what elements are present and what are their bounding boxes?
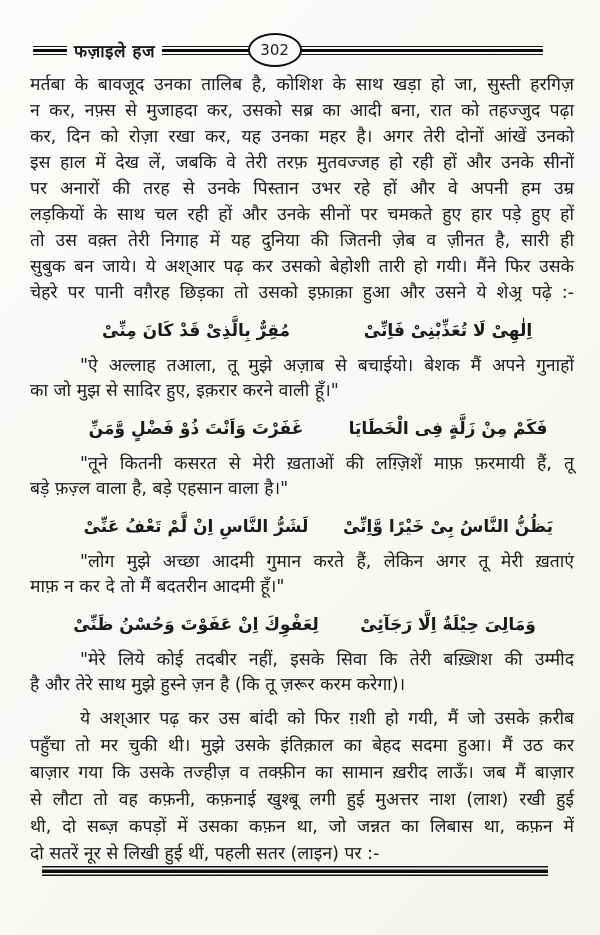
arabic-hemistich-first: يَظُنُّ النَّاسُ بِىْ خَيْرًا وَّاِنِّىْ (342, 517, 554, 537)
text-line: से लौटा तो वह कफ़नी, कफ़नाई खुश्बू लगी हुई मुअत्तर नाश (लाश) रखी हुई (30, 790, 574, 810)
page-number-badge (248, 33, 302, 67)
header-rule-mid (162, 46, 249, 55)
text-line: लड़कियों के साथ चल रही हों और उनके सीनों पर चमकते हुए हार पड़े हुए हों (30, 205, 574, 225)
text-line: चेहरे पर पानी वग़ैरह छिड़का तो उसको इफ़ाक़ा हुआ और उसने ये शेअ्र पढ़े :- (30, 283, 574, 303)
text-line: "मेरे लिये कोई तदबीर नहीं, इसके सिवा कि तेरी बख़्शिश की उम्मीद (80, 650, 574, 670)
text-line: सुबुक बन जाये। ये अश्आर पढ़ कर उसको बेहोशी तारी हो गयी। मैंने फिर उसके (30, 257, 574, 277)
paragraph-continued (30, 72, 574, 306)
text-line: इस हाल में देख लें, जबकि वे तेरी तरफ़ मुतवज्जह हो रही हों और उनके सीनों (30, 153, 574, 173)
footer-rule (42, 866, 548, 876)
arabic-hemistich-second: لَشَرُّ النَّاسِ اِنْ لَّمْ تَعْفُ عَنِّىْ (83, 517, 309, 537)
text-line: बड़े फ़ज़्ल वाला है, बड़े एहसान वाला है।" (30, 479, 289, 499)
text-line: "तूने कितनी कसरत से मेरी ख़ताओं की लग़्ज़िशें माफ़ फ़रमायी हैं, तू (80, 454, 574, 474)
arabic-couplet-3 (30, 510, 574, 544)
header-rule-right (301, 46, 543, 55)
arabic-couplet-2 (30, 412, 574, 446)
text-line: न कर, नफ़्स से मुजाहदा कर, उसको सब्र का आदी बना, रात को तहज्जुद पढ़ा (30, 101, 574, 121)
text-line: मर्तबा के बावजूद उनका तालिब है, कोशिश के साथ खड़ा हो जा, सुस्ती हरगिज़ (30, 75, 574, 95)
arabic-hemistich-first: اِلٰهِىْ لَا تُعَذِّبْنِىْ فَاِنِّىْ (363, 321, 533, 341)
arabic-hemistich-second: غَفَرْتَ وَاَنْتَ ذُوْ فَضْلٍ وَّمَنِّ (88, 419, 304, 439)
text-line: है और तेरे साथ मुझे हुस्ने ज़न है (कि तू ज़रूर करम करेगा)। (30, 675, 406, 695)
header-rule-left (33, 46, 67, 55)
text-line: बाज़ार गया कि उसके तज्हीज़ व तक्फ़ीन का सामान ख़रीद लाऊँ। जब मैं बाज़ार (30, 763, 574, 783)
arabic-couplet-4 (30, 608, 574, 642)
text-line: पर अनारों की तरह से उनके पिस्तान उभर रहे हों और वे अपनी हम उम्र (30, 179, 574, 199)
text-line: तो उस वक़्त तेरी निगाह में यह दुनिया की जितनी ज़ेब व ज़ीनत है, सारी ही (30, 231, 574, 251)
arabic-hemistich-second: مُقِرٌّ بِالَّذِىْ قَدْ كَانَ مِنِّىْ (102, 321, 290, 341)
arabic-hemistich-first: وَمَالِىَ حِيْلَةٌ اِلَّا رَجَآئِىْ (360, 615, 536, 635)
text-line: "लोग मुझे अच्छा आदमी गुमान करते हैं, लेकिन अगर तू मेरी ख़ताएं (80, 552, 574, 572)
arabic-hemistich-first: فَكَمْ مِنْ زَلَّةٍ فِى الْخَطَايَا (348, 419, 548, 439)
closing-paragraph (30, 706, 574, 868)
text-line: माफ़ न कर दे तो मैं बदतरीन आदमी हूँ।" (30, 577, 285, 597)
page-content (30, 72, 574, 868)
translation-2 (30, 452, 574, 502)
page-number: 302 (260, 41, 289, 59)
text-line: "ऐ अल्लाह तआला, तू मुझे अज़ाब से बचाईयो। बेशक मैं अपने गुनाहों (80, 356, 574, 376)
text-line: थी, दो सब्ज़ कपड़ों में उसका कफ़न था, जो जन्नत का लिबास था, कफ़न में (30, 817, 574, 837)
text-line: कर, दिन को रोज़ा रखा कर, यह उनका महर है। अगर तेरी दोनों आंखें उनको (30, 127, 574, 147)
text-line: ये अश्आर पढ़ कर उस बांदी को फिर ग़शी हो गयी, मैं जो उसके क़रीब (80, 709, 574, 729)
text-line: दो सतरें नूर से लिखी हुई थीं, पहली सतर (लाइन) पर :- (30, 844, 380, 864)
arabic-couplet-1 (30, 314, 574, 348)
translation-1 (30, 354, 574, 404)
page-header (33, 34, 543, 66)
text-line: पहुँचा तो मर चुकी थी। मुझे उसके इंतिक़ाल का बेहद सदमा हुआ। मैं उठ कर (30, 736, 574, 756)
arabic-hemistich-second: لِعَفْوِكَ اِنْ عَفَوْتَ وَحُسْنُ ظَنِّىْ (73, 615, 319, 635)
book-title: फज़ाइले हज (74, 41, 156, 62)
translation-3 (30, 550, 574, 600)
translation-4 (30, 648, 574, 698)
text-line: का जो मुझ से सादिर हुए, इक़रार करने वाली हूँ।" (30, 381, 339, 401)
